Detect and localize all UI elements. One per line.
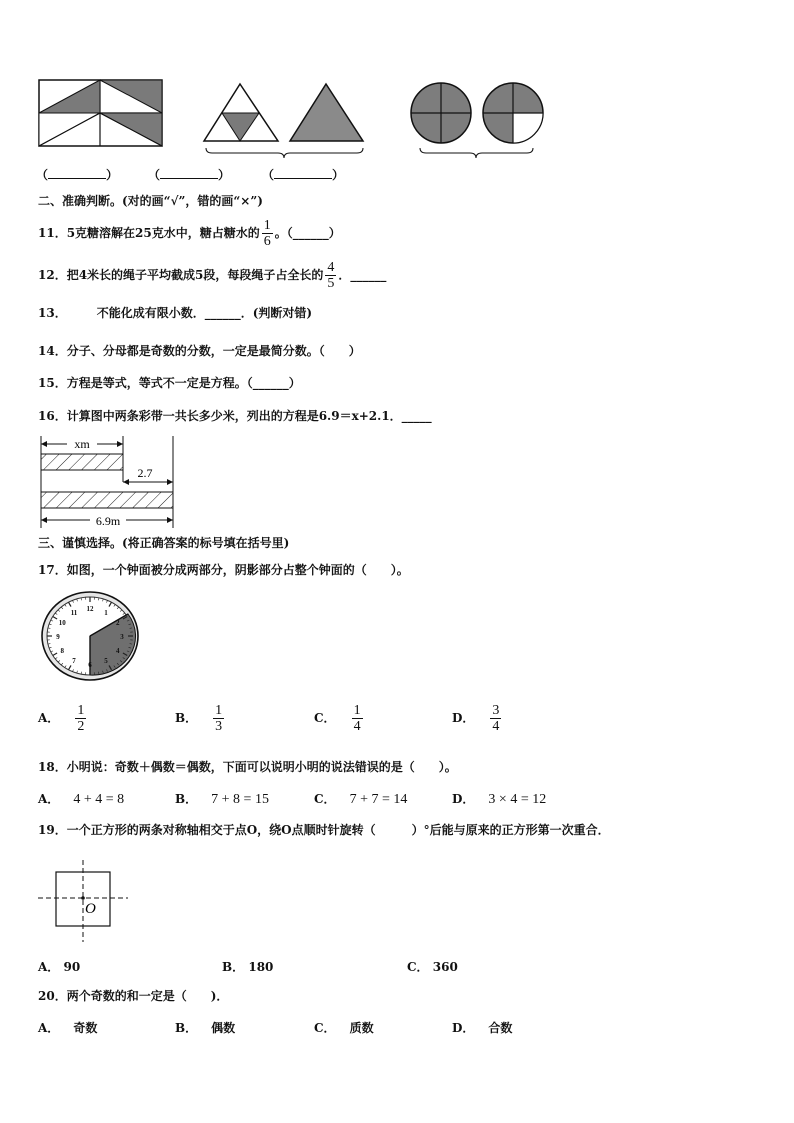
q19-option-a[interactable]: A． 90 [38, 960, 81, 974]
clock-number: 10 [58, 619, 66, 627]
circle-figure-right [483, 83, 543, 143]
clock-number: 7 [72, 657, 76, 666]
question-15: 15．方程是等式，等式不一定是方程。（______） [38, 376, 301, 390]
circle-figure-left [411, 83, 471, 143]
question-13: 13． 不能化成有限小数．______．(判断对错) [38, 306, 313, 320]
large-triangle-figure [290, 84, 363, 141]
section3-title: 三、谨慎选择。(将正确答案的标号填在括号里) [38, 536, 290, 550]
q17-option-b[interactable]: B． $\frac{1}{3}$ [175, 703, 223, 734]
q11-fraction: $\frac{1}{6}$ [263, 218, 271, 249]
clock-number: 2 [115, 619, 120, 627]
ribbon-top-label: xm [74, 437, 90, 451]
q17-option-d[interactable]: D． $\frac{3}{4}$ [452, 703, 500, 734]
q17-option-a[interactable]: A． $\frac{1}{2}$ [38, 703, 85, 734]
q19-option-b[interactable]: B． 180 [222, 960, 274, 974]
clock-number: 6 [88, 661, 92, 669]
q18-option-c[interactable]: C． 7 + 7 = 14 [314, 792, 408, 807]
q18-option-b[interactable]: B． 7 + 8 = 15 [175, 792, 269, 807]
q17-option-c[interactable]: C． $\frac{1}{4}$ [314, 703, 361, 734]
clock-number: 11 [70, 608, 78, 617]
clock-number: 3 [120, 633, 124, 641]
q20-option-c[interactable]: C． 质数 [314, 1021, 374, 1035]
q18-option-a[interactable]: A． 4 + 4 = 8 [38, 792, 125, 807]
clock-number: 4 [115, 647, 120, 655]
section2-title: 二、准确判断。(对的画“√”，错的画“×”) [38, 194, 263, 208]
answer-slot-3: （ ） [262, 168, 345, 182]
q18-option-d[interactable]: D． 3 × 4 = 12 [452, 792, 547, 807]
q19-option-c[interactable]: C． 360 [407, 960, 458, 974]
q20-option-b[interactable]: B． 偶数 [175, 1021, 236, 1035]
clock-number: 12 [86, 605, 94, 613]
answer-slot-1: （ ） [36, 168, 119, 182]
question-20: 20．两个奇数的和一定是（ )． [38, 989, 229, 1003]
q20-option-a[interactable]: A． 奇数 [38, 1021, 98, 1035]
question-16: 16．计算图中两条彩带一共长多少米，列出的方程是6.9＝x+2.1．_____ [38, 409, 432, 423]
ribbon-bottom-label: 6.9m [95, 514, 121, 528]
clock-figure [40, 590, 144, 686]
small-triangle-figure [204, 84, 278, 141]
top-figures [0, 0, 794, 190]
answer-slot-2: （ ） [148, 168, 231, 182]
question-18: 18．小明说：奇数＋偶数＝偶数，下面可以说明小明的说法错误的是（ ）。 [38, 760, 457, 774]
clock-number: 9 [56, 633, 60, 641]
rectangle-figure [39, 80, 162, 146]
question-12: 12．把4米长的绳子平均截成5段，每段绳子占全长的 $\frac{4}{5}$ ．______ [38, 260, 387, 291]
question-11: 11．5克糖溶解在25克水中，糖占糖水的 $\frac{1}{6}$ 。（______） [38, 218, 341, 249]
question-17: 17．如图，一个钟面被分成两部分，阴影部分占整个钟面的（ ）。 [38, 563, 409, 577]
q20-option-d[interactable]: D． 合数 [452, 1021, 513, 1035]
q12-fraction: $\frac{4}{5}$ [327, 260, 335, 291]
question-19: 19．一个正方形的两条对称轴相交于点O，绕O点顺时针旋转（ ）°后能与原来的正方形第一次重合． [38, 823, 610, 837]
question-14: 14．分子、分母都是奇数的分数，一定是最简分数。（ ） [38, 344, 361, 358]
clock-number: 5 [104, 657, 108, 666]
ribbon-figure [30, 432, 190, 532]
ribbon-mid-label: 2.7 [137, 466, 153, 480]
clock-number: 1 [104, 608, 108, 617]
clock-number: 8 [60, 647, 65, 655]
square-axes-figure [36, 858, 132, 944]
point-o-label: O [85, 901, 96, 917]
